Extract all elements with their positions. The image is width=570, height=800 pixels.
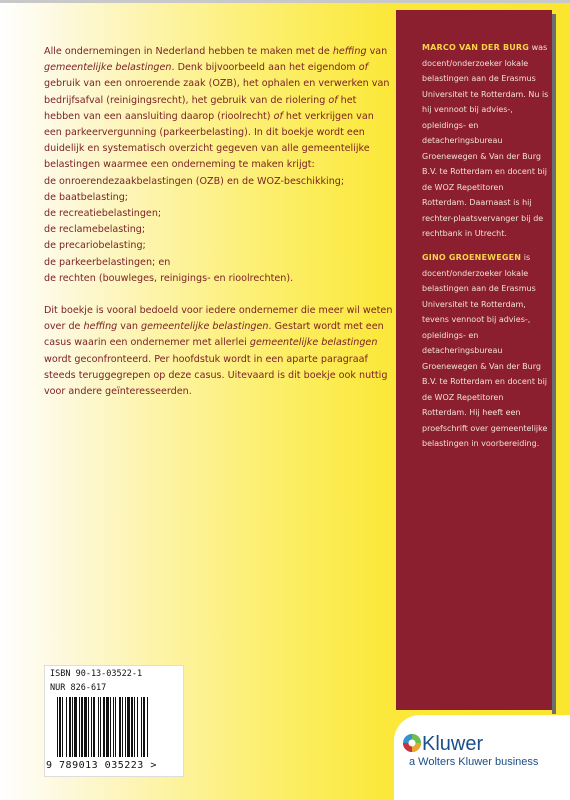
author-name: GINO GROENEWEGEN <box>422 253 522 262</box>
publisher-name: Kluwer <box>422 733 484 755</box>
page-edge <box>0 0 570 3</box>
tax-list-item: de onroerendezaakbelastingen (OZB) en de WOZ-beschikking; <box>44 175 345 187</box>
publisher-tagline: a Wolters Kluwer business <box>409 756 539 768</box>
isbn-number: ISBN 90-13-03522-1 <box>50 669 143 679</box>
nur-code: NUR 826-617 <box>50 683 107 693</box>
author-bio-2 <box>422 250 550 452</box>
author-bio-1 <box>422 40 550 242</box>
sidebar-shadow <box>552 14 556 714</box>
barcode-icon <box>55 697 173 759</box>
tax-list <box>44 174 394 287</box>
tax-list-item: de recreatiebelastingen; <box>44 208 162 220</box>
author-bio-text: was docent/onderzoeker lokale belastingen aan de Erasmus Universiteit te Rotterdam. Nu is hij vennoot bij advies-, opleidings- en detacheringsbureau Groenewegen & Van der Burg B.V. te Rotterdam en docent bij de WOZ Repetitoren Rotterdam. Daarnaast is hij rechter-plaatsvervanger bij de rechtbank in Utrecht. <box>422 43 549 238</box>
tax-list-item: de parkeerbelastingen; en <box>44 256 171 268</box>
tax-list-item: de baatbelasting; <box>44 191 129 203</box>
tax-list-item: de reclamebelasting; <box>44 224 146 236</box>
author-bio-text: is docent/onderzoeker lokale belastingen aan de Erasmus Universiteit te Rotterdam, tevens vennoot bij advies-, opleidings- en detacheringsbureau Groenewegen & Van der Burg B.V. te Rotterdam en docent bij de WOZ Repetitoren Rotterdam. Hij heeft een proefschrift over gemeentelijke belastingen in voorbereiding. <box>422 253 548 448</box>
barcode-digits: 9 789013 035223 > <box>46 760 157 771</box>
blurb-paragraph-1: Alle ondernemingen in Nederland hebben te maken met de heffing van gemeentelijke belastingen. Denk bijvoorbeeld aan het eigendom of gebruik van een onroerende zaak (OZB), het ophalen en verwerken van bedrijfsafval (reinigingsrecht), het gebruik van de riolering of het hebben van een aansluiting daarop (rioolrecht) of het verkrijgen van een parkeervergunning (parkeerbelasting). In dit boekje wordt een duidelijk en systematisch overzicht gegeven van alle gemeentelijke belastingen waarmee een onderneming te maken krijgt: <box>44 46 390 171</box>
tax-list-item: de rechten (bouwleges, reinigings- en rioolrechten). <box>44 272 294 284</box>
author-name: MARCO VAN DER BURG <box>422 43 530 52</box>
blurb-text <box>44 44 394 400</box>
kluwer-logo-icon <box>402 733 422 753</box>
tax-list-item: de precariobelasting; <box>44 240 146 252</box>
blurb-paragraph-2: Dit boekje is vooral bedoeld voor iedere ondernemer die meer wil weten over de heffing van gemeentelijke belastingen. Gestart wordt met een casus waarin een ondernemer met allerlei gemeentelijke belastingen wordt geconfronteerd. Per hoofdstuk wordt in een aparte paragraaf steeds teruggegrepen op deze casus. Uitevaard is dit boekje ook nuttig voor andere geïnteresseerden. <box>44 305 393 398</box>
